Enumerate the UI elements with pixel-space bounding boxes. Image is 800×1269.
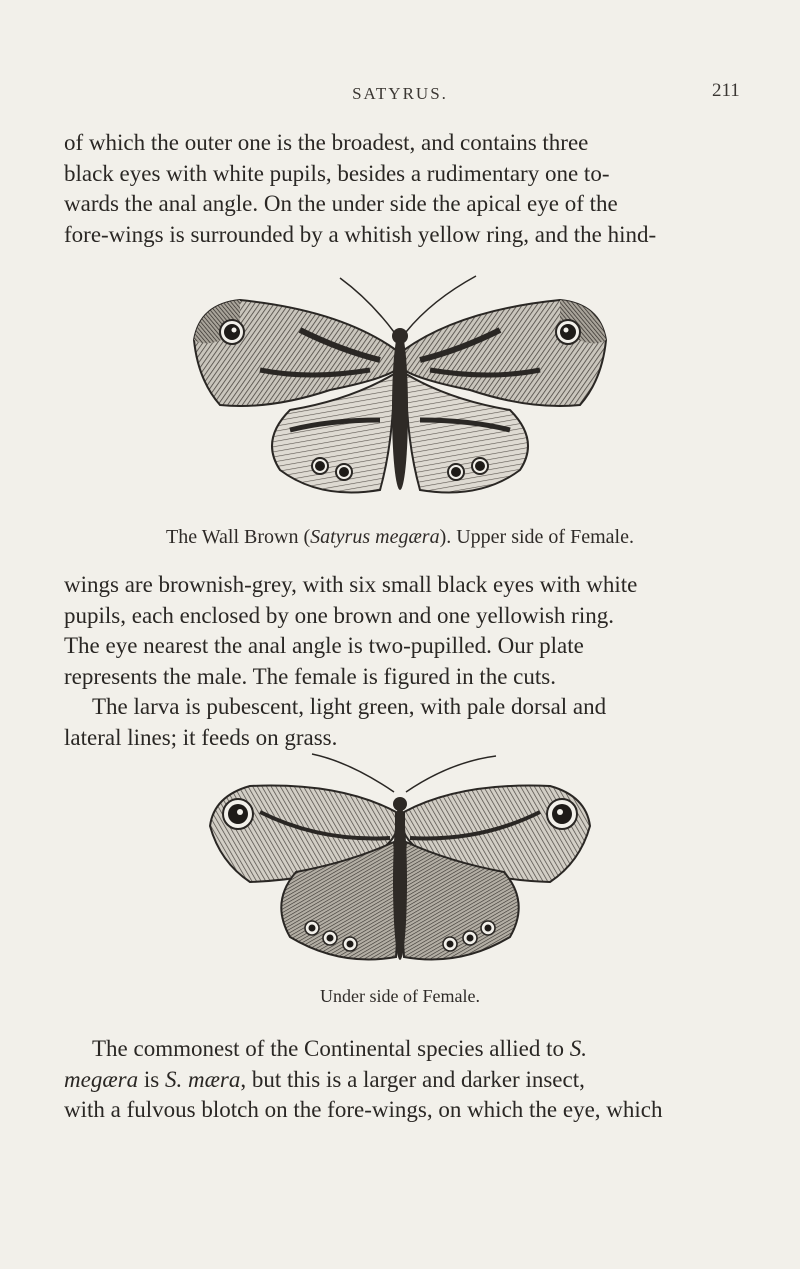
caption-text: The Wall Brown (	[166, 526, 311, 548]
paragraph-line: pupils, each enclosed by one brown and one yellowish ring.	[64, 602, 614, 628]
paragraph-line: lateral lines; it feeds on grass.	[64, 724, 338, 750]
paragraph-line: of which the outer one is the broadest, and contains three	[64, 130, 589, 155]
paragraph-line	[64, 1034, 740, 1065]
figure-1-caption	[0, 526, 800, 549]
page-number: 211	[712, 80, 740, 101]
paragraph-1	[64, 128, 740, 250]
paragraph-line: wings are brownish-grey, with six small black eyes with white	[64, 572, 638, 597]
paragraph-line: The larva is pubescent, light green, with pale dorsal and	[92, 694, 607, 719]
text-run: , but this is a larger and darker insect,	[240, 1066, 585, 1092]
paragraph-line: with a fulvous blotch on the fore-wings, on which the eye, which	[64, 1097, 663, 1122]
caption-text: ). Upper side of Female.	[439, 526, 634, 548]
text-run: is	[138, 1066, 165, 1092]
paragraph-line	[64, 1065, 740, 1096]
figure-2-caption: Under side of Female.	[320, 986, 480, 1006]
paragraph-line: black eyes with white pupils, besides a rudimentary one to-	[64, 160, 610, 186]
species-name: megæra	[64, 1066, 139, 1092]
running-head: SATYRUS.	[352, 84, 448, 103]
butterfly-upper-side-engraving	[180, 270, 620, 506]
species-name: S. mæra	[164, 1066, 241, 1092]
species-abbreviation: S.	[569, 1036, 588, 1061]
text-run: The commonest of the Continental species allied to	[92, 1036, 570, 1061]
paragraph-line: The eye nearest the anal angle is two-pupilled. Our plate	[64, 633, 584, 658]
paragraph-2	[64, 570, 740, 692]
caption-species-name: Satyrus megæra	[310, 526, 440, 548]
paragraph-4	[64, 1034, 740, 1126]
butterfly-under-side-engraving	[200, 752, 600, 976]
paragraph-line: represents the male. The female is figured in the cuts.	[64, 663, 556, 689]
paragraph-line: fore-wings is surrounded by a whitish yellow ring, and the hind-	[64, 221, 657, 247]
paragraph-3	[64, 692, 740, 753]
paragraph-line: wards the anal angle. On the under side the apical eye of the	[64, 191, 618, 216]
